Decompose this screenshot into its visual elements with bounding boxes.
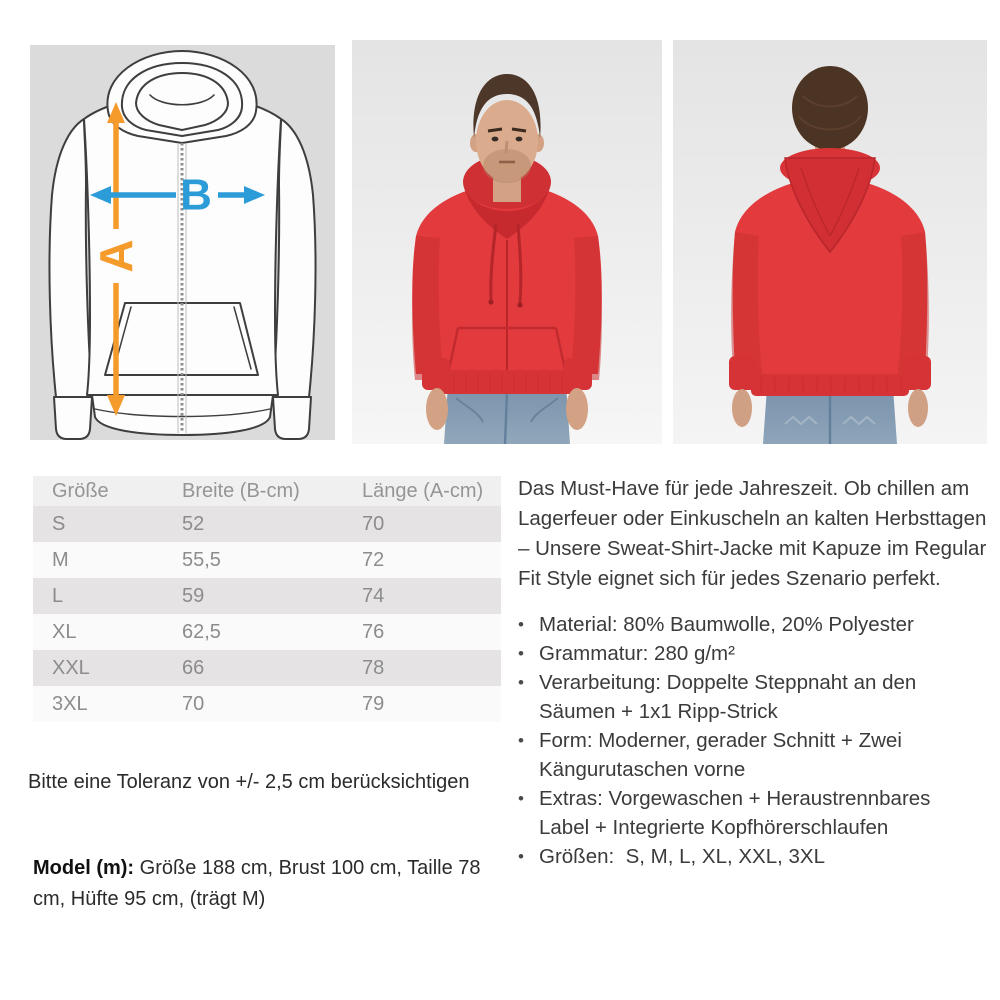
bullet-icon: • (518, 847, 524, 866)
table-row (33, 614, 501, 650)
table-cell: 52 (182, 512, 205, 535)
table-cell: 55,5 (182, 548, 221, 571)
size-table-body (33, 506, 501, 722)
table-row (33, 650, 501, 686)
cuff-back-right (903, 356, 931, 390)
table-cell: 79 (362, 692, 385, 715)
tolerance-note: Bitte eine Toleranz von +/- 2,5 cm berücksichtigen (28, 771, 470, 793)
model-info-text: Größe 188 cm, Brust 100 cm, Taille 78 cm, Hüfte 95 cm, (trägt M) (33, 857, 481, 910)
table-cell: 70 (182, 692, 205, 715)
description-intro: Das Must-Have für jede Jahreszeit. Ob chillen am Lagerfeuer oder Einkuscheln an kalten Herbsttagen – Unsere Sweat-Shirt-Jacke mit Kapuze im Regular Fit Style eignet sich für jedes Szenario perfekt. (518, 477, 987, 590)
column-header: Größe (33, 476, 182, 506)
bullet-icon: • (518, 615, 524, 634)
hand-left (426, 388, 448, 430)
eye-right (516, 137, 523, 142)
size-table (33, 476, 501, 722)
label-a: A (90, 239, 142, 273)
table-cell: 76 (362, 620, 385, 643)
bullet-icon: • (518, 789, 524, 808)
hand-right (566, 388, 588, 430)
bullet-text: Grammatur: 280 g/m² (539, 642, 735, 665)
table-cell: L (52, 584, 64, 607)
bullet-list (518, 610, 988, 871)
table-cell: XXL (52, 656, 90, 679)
hand-right (908, 389, 928, 427)
table-cell: 72 (362, 548, 385, 571)
product-photo-front (352, 40, 662, 444)
column-header: Länge (A-cm) (362, 476, 501, 506)
table-cell: S (52, 512, 66, 535)
bullet-icon: • (518, 644, 524, 663)
back-view-illustration (673, 40, 987, 444)
bullet-icon: • (518, 673, 524, 692)
beard-stubble (483, 149, 531, 183)
table-row (33, 542, 501, 578)
model-info (33, 853, 503, 915)
eye-left (492, 137, 499, 142)
hem-band-front (434, 370, 580, 394)
table-cell: 59 (182, 584, 205, 607)
bullet-item (518, 610, 980, 639)
bullet-item (518, 726, 980, 784)
bullet-item (518, 842, 980, 871)
table-cell: XL (52, 620, 77, 643)
table-row (33, 578, 501, 614)
cuff-right (273, 397, 311, 439)
bullet-text: Form: Moderner, gerader Schnitt + Zwei Kängurutaschen vorne (539, 729, 908, 781)
size-table-header-row (33, 476, 501, 506)
bullet-text: Material: 80% Baumwolle, 20% Polyester (539, 613, 914, 636)
table-row (33, 506, 501, 542)
drawstring-tip-left (488, 299, 493, 304)
table-cell: 70 (362, 512, 385, 535)
bullet-text: Verarbeitung: Doppelte Steppnaht an den Säumen + 1x1 Ripp-Strick (539, 671, 922, 723)
table-cell: M (52, 548, 69, 571)
cuff-front-right (564, 358, 592, 390)
nose (506, 141, 507, 153)
cuff-left (54, 397, 92, 439)
cuff-front-left (422, 358, 450, 390)
hand-left (732, 389, 752, 427)
product-photo-back (673, 40, 987, 444)
front-view-illustration (352, 40, 662, 444)
table-cell: 74 (362, 584, 385, 607)
cuff-back-left (729, 356, 757, 390)
table-cell: 62,5 (182, 620, 221, 643)
hair-back (792, 66, 868, 150)
table-cell: 3XL (52, 692, 88, 715)
hood-inner (136, 73, 228, 130)
bullet-item (518, 668, 980, 726)
bullet-icon: • (518, 731, 524, 750)
table-cell: 66 (182, 656, 205, 679)
table-cell: 78 (362, 656, 385, 679)
model-info-label: Model (m): (33, 857, 135, 879)
product-description (518, 474, 988, 871)
bullet-item (518, 784, 980, 842)
drawstring-tip-right (517, 302, 522, 307)
label-b: B (180, 170, 212, 220)
hoodie-measurement-drawing (30, 45, 335, 440)
bullet-text: Größen: S, M, L, XL, XXL, 3XL (539, 845, 825, 868)
size-diagram (30, 45, 335, 440)
table-row (33, 686, 501, 722)
bullet-text: Extras: Vorgewaschen + Heraustrennbares Label + Integrierte Kopfhörerschlaufen (539, 787, 937, 839)
column-header: Breite (B-cm) (182, 476, 362, 506)
bullet-item (518, 639, 980, 668)
